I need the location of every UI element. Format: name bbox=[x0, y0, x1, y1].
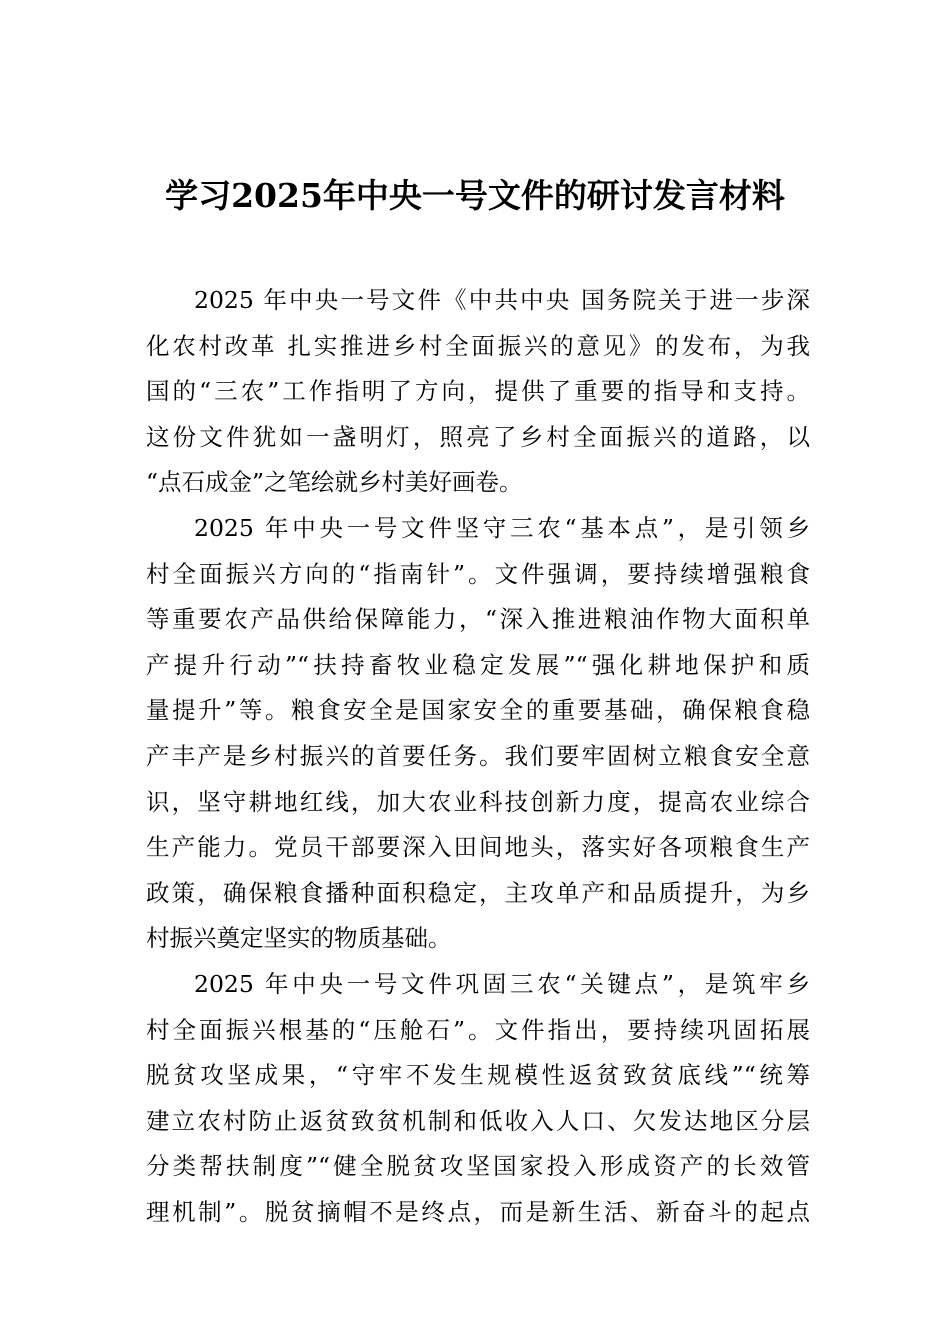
text-line: 村全面振兴方向的“指南针”。文件强调，要持续增强粮食 bbox=[146, 559, 810, 588]
text-line: 政策，确保粮食播种面积稳定，主攻单产和品质提升，为乡 bbox=[146, 878, 810, 907]
text-line: 2025 年中央一号文件坚守三农“基本点”，是引领乡 bbox=[194, 513, 810, 542]
text-line: 这份文件犹如一盏明灯，照亮了乡村全面振兴的道路，以 bbox=[146, 422, 810, 451]
text-line: 2025 年中央一号文件《中共中央 国务院关于进一步深 bbox=[194, 286, 810, 314]
text-line: 产提升行动”“扶持畜牧业稳定发展”“强化耕地保护和质 bbox=[146, 650, 810, 679]
text-line: 化农村改革 扎实推进乡村全面振兴的意见》的发布，为我 bbox=[146, 331, 810, 360]
document-title: 学习2025年中央一号文件的研讨发言材料 bbox=[165, 176, 785, 215]
text-line: 2025 年中央一号文件巩固三农“关键点”，是筑牢乡 bbox=[194, 969, 810, 998]
text-line: 量提升”等。粮食安全是国家安全的重要基础，确保粮食稳 bbox=[146, 696, 810, 725]
text-line: 村振兴奠定坚实的物质基础。 bbox=[146, 924, 452, 953]
text-line: 理机制”。脱贫摘帽不是终点，而是新生活、新奋斗的起点 bbox=[146, 1197, 810, 1226]
text-line: 识，坚守耕地红线，加大农业科技创新力度，提高农业综合 bbox=[146, 787, 810, 816]
text-line: 等重要农产品供给保障能力，“深入推进粮油作物大面积单 bbox=[146, 605, 810, 634]
text-line: 产丰产是乡村振兴的首要任务。我们要牢固树立粮食安全意 bbox=[146, 741, 810, 770]
text-line: 国的“三农”工作指明了方向，提供了重要的指导和支持。 bbox=[146, 377, 810, 406]
text-line: “点石成金”之笔绘就乡村美好画卷。 bbox=[146, 468, 523, 497]
text-line: 建立农村防止返贫致贫机制和低收入人口、欠发达地区分层 bbox=[146, 1106, 810, 1135]
text-line: 脱贫攻坚成果，“守牢不发生规模性返贫致贫底线”“统筹 bbox=[146, 1061, 810, 1090]
document-body bbox=[146, 282, 810, 1239]
text-line: 分类帮扶制度”“健全脱贫攻坚国家投入形成资产的长效管 bbox=[146, 1152, 810, 1181]
text-line: 生产能力。党员干部要深入田间地头，落实好各项粮食生产 bbox=[146, 833, 810, 862]
text-line: 村全面振兴根基的“压舱石”。文件指出，要持续巩固拓展 bbox=[146, 1015, 810, 1044]
